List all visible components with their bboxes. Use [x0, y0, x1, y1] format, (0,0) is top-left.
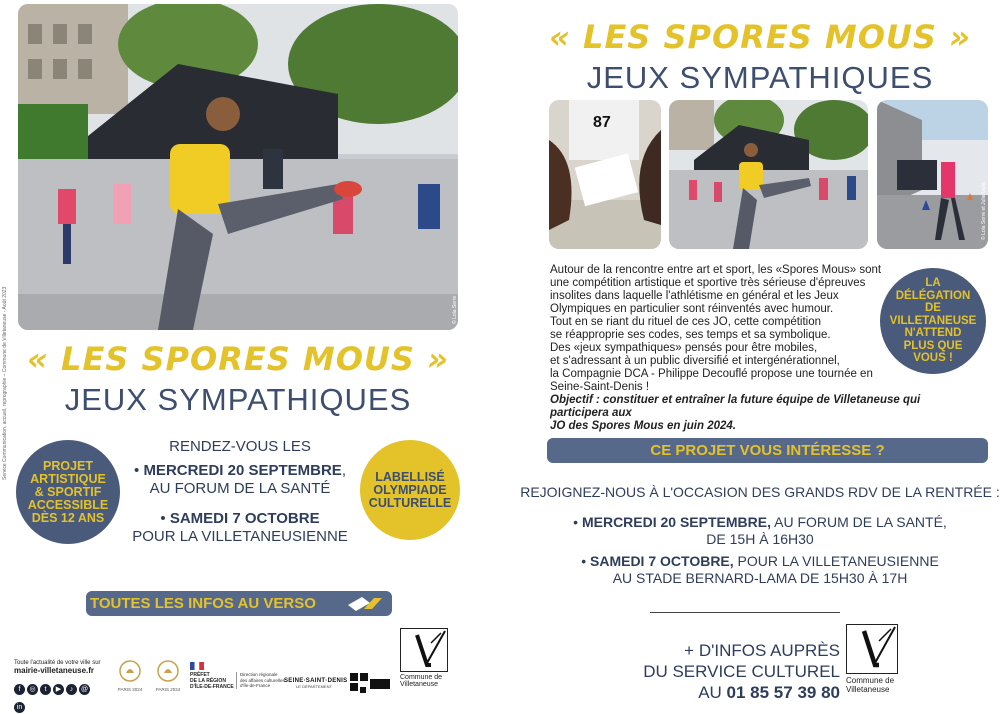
join-text: REJOIGNEZ-NOUS À L'OCCASION DES GRANDS RDV DE LA RENTRÉE :: [520, 484, 1000, 500]
rdv1-bold: MERCREDI 20 SEPTEMBRE,: [581, 514, 771, 530]
paris2024-label: PARIS 2024: [117, 687, 143, 692]
badge-line: N'ATTEND: [904, 327, 962, 340]
badge-line: PROJET: [42, 458, 93, 473]
commune-logo-left: [400, 628, 458, 688]
interest-banner: [547, 438, 988, 463]
commune-logo-box: [400, 628, 448, 672]
badge-line: VILLETANEUSE: [889, 314, 977, 327]
commune-line: Villetaneuse: [846, 685, 890, 694]
bullet-icon: •: [573, 514, 582, 530]
desc-line: Olympiques en particulier sont réinventés avec humour.: [550, 303, 834, 315]
photo-3: [877, 100, 988, 249]
photo-1: [549, 100, 661, 249]
facebook-icon[interactable]: f: [14, 684, 25, 695]
left-subtitle: JEUX SYMPATHIQUES: [64, 382, 412, 417]
contact-pre: AU: [698, 683, 727, 702]
contact-line2: DU SERVICE CULTUREL: [643, 662, 840, 681]
bullet-icon: •: [160, 510, 170, 527]
date1-rest: ,: [341, 462, 346, 479]
prefet-logo: [190, 662, 234, 690]
drac-line: des affaires culturelles: [240, 677, 285, 683]
objective-line: JO des Spores Mous en juin 2024.: [550, 420, 736, 432]
page-turn-icon: [344, 595, 384, 616]
bib-number: 87: [593, 114, 611, 131]
social-icons: [14, 678, 104, 714]
side-credit: Service Communication, accueil, reprographie – Commune de Villetaneuse - Août 2023: [2, 286, 8, 480]
badge-line: DÈS 12 ANS: [31, 510, 105, 525]
photos-credit: © Lola Serre et Julie Valla: [981, 182, 987, 240]
rdv1-line: [520, 514, 1000, 531]
badge-line: CULTURELLE: [368, 495, 452, 510]
bullet-icon: •: [581, 553, 590, 569]
badge-line: DE: [925, 302, 941, 315]
rdv-block: [120, 438, 360, 546]
prefet-line: D'ÎLE-DE-FRANCE: [190, 684, 234, 690]
rdv2-place: AU STADE BERNARD-LAMA DE 15H30 À 17H: [612, 570, 908, 586]
footer-line: Toute l'actualité de votre ville sur: [14, 660, 101, 666]
badge-line: PLUS QUE: [903, 339, 963, 352]
divider: [650, 612, 840, 613]
objective-line: Objectif : constituer et entraîner la future équipe de Villetaneuse qui participera aux: [550, 394, 921, 419]
rdv1-time: DE 15H À 16H30: [706, 531, 814, 547]
commune-logo-right: [846, 624, 908, 694]
main-photo: [18, 4, 458, 330]
ssd-label: SEINE·SAINT·DENIS: [284, 678, 348, 684]
badge-line: DÉLÉGATION: [895, 289, 971, 302]
rdv2-bold: SAMEDI 7 OCTOBRE,: [590, 553, 734, 569]
paris2024-para-label: PARIS 2024: [155, 687, 181, 692]
ssd-logo: [284, 678, 348, 689]
right-subtitle: JEUX SYMPATHIQUES: [586, 60, 934, 95]
badge-line: LA: [925, 277, 941, 290]
bullet-icon: •: [134, 462, 144, 479]
badge-line: & SPORTIF: [34, 484, 102, 499]
tiktok-icon[interactable]: ♪: [66, 684, 77, 695]
interest-banner-label: CE PROJET VOUS INTÉRESSE ?: [650, 442, 885, 459]
date1-line: [120, 462, 360, 480]
commune-line: Commune de: [846, 676, 895, 685]
date2-place: POUR LA VILLETANEUSIENNE: [132, 528, 348, 545]
ssd-sub: LE DÉPARTEMENT: [296, 684, 332, 689]
commune-line: Villetaneuse: [400, 681, 439, 688]
rdv-intro: RENDEZ-VOUS LES: [169, 438, 311, 455]
badge-line: OLYMPIADE: [373, 482, 447, 497]
badge-line: ACCESSIBLE: [27, 497, 109, 512]
desc-line: Tout en se riant du rituel de ces JO, cette compétition: [550, 316, 822, 328]
badge-line: ARTISTIQUE: [30, 471, 106, 486]
desc-line: Autour de la rencontre entre art et sport, les «Spores Mous» sont: [550, 264, 882, 276]
desc-line: la Compagnie DCA - Philippe Decouflé propose une tournée en: [550, 368, 873, 380]
join-block: [520, 484, 1000, 587]
date1-bold: MERCREDI 20 SEPTEMBRE: [143, 462, 342, 479]
verso-banner: [86, 591, 392, 616]
contact-line3: [640, 682, 840, 703]
badge-line: LABELLISÉ: [375, 469, 445, 484]
rdv2-line: [520, 553, 1000, 570]
badge-line: VOUS !: [913, 352, 953, 365]
desc-line: Seine-Saint-Denis !: [550, 381, 650, 393]
drac-line: d'Île-de-France: [240, 683, 271, 688]
footer-website-block: [14, 660, 104, 714]
contact-block: [640, 640, 840, 703]
desc-line: et s'adressant à un public diversifié et intergénérationnel,: [550, 355, 840, 367]
phone-number[interactable]: 01 85 57 39 80: [726, 683, 840, 702]
ville-logo: [350, 673, 390, 695]
badge-labellise: [360, 440, 460, 540]
contact-line1: + D'INFOS AUPRÈS: [684, 641, 840, 660]
youtube-icon[interactable]: ▶: [53, 684, 64, 695]
email-icon[interactable]: @: [80, 686, 89, 693]
right-title: « LES SPORES MOUS »: [549, 18, 971, 56]
verso-banner-label: TOUTES LES INFOS AU VERSO: [90, 595, 316, 612]
desc-line: une compétition artistique et sportive très sérieuse d'épreuves: [550, 277, 866, 289]
rdv2-rest: POUR LA VILLETANEUSIENNE: [733, 553, 939, 569]
date2-line: [120, 510, 360, 528]
photo-credit: © Lola Serre: [452, 295, 458, 324]
photo-2: [669, 100, 868, 249]
drac-line: Direction régionale: [240, 672, 278, 677]
badge-projet: [16, 440, 120, 544]
linkedin-icon[interactable]: in: [14, 702, 25, 713]
desc-line: insolites dans laquelle l'athlétisme en général et les Jeux: [550, 290, 839, 302]
footer-site[interactable]: mairie-villetaneuse.fr: [14, 666, 95, 675]
date2-bold: SAMEDI 7 OCTOBRE: [169, 510, 320, 527]
rdv1-rest: AU FORUM DE LA SANTÉ,: [771, 514, 947, 530]
instagram-icon[interactable]: ◎: [27, 684, 38, 695]
badge-delegation: [880, 268, 986, 374]
desc-line: se réapproprie ses codes, ses temps et sa symbolique.: [550, 329, 831, 341]
date1-place: AU FORUM DE LA SANTÉ: [149, 480, 331, 497]
twitter-icon[interactable]: t: [40, 684, 51, 695]
commune-line: Commune de: [400, 674, 443, 681]
drac-logo: [236, 672, 290, 689]
paris2024-logo: [112, 660, 148, 694]
commune-logo-box: [846, 624, 898, 674]
prefet-line: PRÉFET: [190, 672, 210, 678]
left-title: « LES SPORES MOUS »: [27, 340, 449, 378]
paris2024-para-logo: [150, 660, 186, 694]
prefet-line: DE LA RÉGION: [190, 678, 226, 684]
desc-line: Des «jeux sympathiques» pensés pour être mobiles,: [550, 342, 818, 354]
